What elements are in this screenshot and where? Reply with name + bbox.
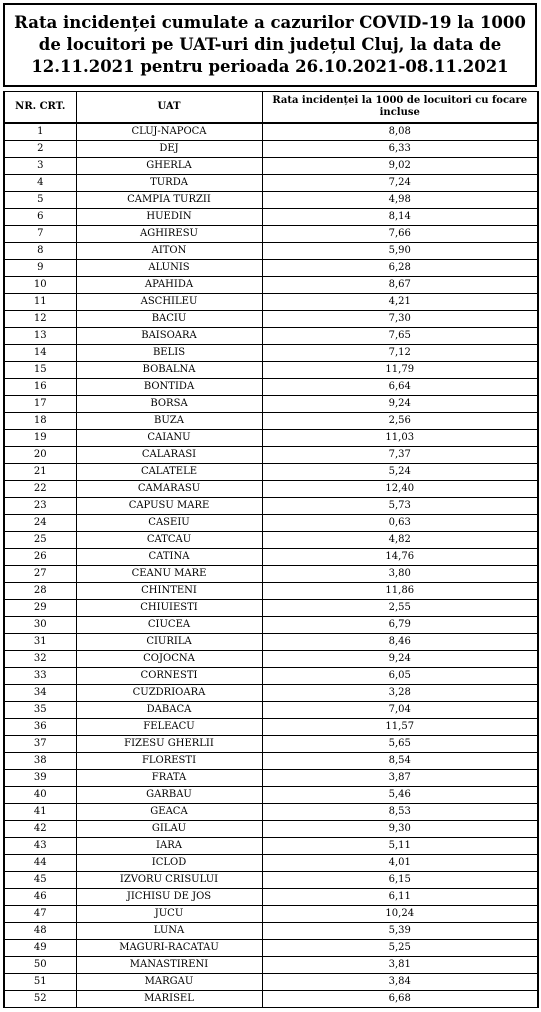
cell-nr: 40 (4, 787, 76, 804)
cell-rate: 2,55 (262, 600, 538, 617)
cell-rate: 8,54 (262, 753, 538, 770)
cell-nr: 6 (4, 209, 76, 226)
cell-rate: 3,84 (262, 974, 538, 991)
cell-nr: 5 (4, 192, 76, 209)
cell-rate: 3,87 (262, 770, 538, 787)
cell-nr: 20 (4, 447, 76, 464)
table-row (4, 651, 538, 668)
cell-nr: 49 (4, 940, 76, 957)
cell-nr: 52 (4, 991, 76, 1008)
cell-uat: CUZDRIOARA (76, 685, 262, 702)
table-row (4, 974, 538, 991)
table-row (4, 345, 538, 362)
title-box (3, 3, 537, 87)
cell-nr: 28 (4, 583, 76, 600)
cell-uat: IZVORU CRISULUI (76, 872, 262, 889)
table-row (4, 192, 538, 209)
table-row (4, 515, 538, 532)
cell-rate: 2,56 (262, 413, 538, 430)
table-row (4, 464, 538, 481)
cell-rate: 4,82 (262, 532, 538, 549)
cell-uat: DEJ (76, 141, 262, 158)
cell-nr: 36 (4, 719, 76, 736)
table-row (4, 243, 538, 260)
cell-rate: 3,28 (262, 685, 538, 702)
table-row (4, 600, 538, 617)
table-row (4, 413, 538, 430)
cell-nr: 1 (4, 123, 76, 141)
cell-rate: 5,46 (262, 787, 538, 804)
table-row (4, 311, 538, 328)
table-row (4, 566, 538, 583)
cell-rate: 0,63 (262, 515, 538, 532)
cell-uat: ALUNIS (76, 260, 262, 277)
cell-rate: 4,98 (262, 192, 538, 209)
cell-rate: 7,65 (262, 328, 538, 345)
cell-nr: 34 (4, 685, 76, 702)
cell-nr: 15 (4, 362, 76, 379)
cell-nr: 45 (4, 872, 76, 889)
cell-nr: 16 (4, 379, 76, 396)
cell-rate: 7,12 (262, 345, 538, 362)
cell-rate: 7,66 (262, 226, 538, 243)
cell-uat: CAIANU (76, 430, 262, 447)
table-header-row (4, 92, 538, 124)
cell-uat: DABACA (76, 702, 262, 719)
cell-rate: 14,76 (262, 549, 538, 566)
table-row (4, 634, 538, 651)
cell-nr: 51 (4, 974, 76, 991)
cell-uat: LUNA (76, 923, 262, 940)
table-row (4, 549, 538, 566)
column-header-nr: NR. CRT. (4, 92, 76, 124)
table-row (4, 787, 538, 804)
table-row (4, 889, 538, 906)
table-row (4, 226, 538, 243)
cell-uat: TURDA (76, 175, 262, 192)
cell-uat: GHERLA (76, 158, 262, 175)
table-row (4, 209, 538, 226)
cell-uat: APAHIDA (76, 277, 262, 294)
cell-uat: CLUJ-NAPOCA (76, 123, 262, 141)
cell-nr: 27 (4, 566, 76, 583)
table-row (4, 396, 538, 413)
cell-nr: 48 (4, 923, 76, 940)
cell-uat: CHINTENI (76, 583, 262, 600)
cell-uat: BORSA (76, 396, 262, 413)
cell-rate: 9,02 (262, 158, 538, 175)
column-header-uat: UAT (76, 92, 262, 124)
table-row (4, 583, 538, 600)
table-row (4, 175, 538, 192)
cell-nr: 46 (4, 889, 76, 906)
table-row (4, 957, 538, 974)
table-row (4, 447, 538, 464)
cell-rate: 4,01 (262, 855, 538, 872)
table-row (4, 838, 538, 855)
table-row (4, 123, 538, 141)
cell-nr: 26 (4, 549, 76, 566)
table-row (4, 481, 538, 498)
table-row (4, 821, 538, 838)
page-title: Rata incidenței cumulate a cazurilor COVID-19 la 1000 de locuitori pe UAT-uri din județul Cluj, la data de 12.11.2021 pentru perioada 26.10.2021-08.11.2021 (14, 13, 526, 76)
cell-uat: CAPUSU MARE (76, 498, 262, 515)
incidence-table (3, 91, 539, 1008)
cell-nr: 4 (4, 175, 76, 192)
table-row (4, 685, 538, 702)
cell-uat: JUCU (76, 906, 262, 923)
cell-rate: 5,65 (262, 736, 538, 753)
cell-nr: 18 (4, 413, 76, 430)
cell-rate: 6,33 (262, 141, 538, 158)
cell-uat: CALARASI (76, 447, 262, 464)
table-row (4, 277, 538, 294)
table-body (4, 123, 538, 1008)
table-row (4, 872, 538, 889)
cell-uat: COJOCNA (76, 651, 262, 668)
cell-nr: 12 (4, 311, 76, 328)
table-row (4, 855, 538, 872)
cell-nr: 14 (4, 345, 76, 362)
cell-rate: 7,37 (262, 447, 538, 464)
cell-rate: 9,24 (262, 651, 538, 668)
cell-rate: 6,15 (262, 872, 538, 889)
cell-rate: 8,14 (262, 209, 538, 226)
table-row (4, 736, 538, 753)
cell-uat: CATINA (76, 549, 262, 566)
cell-nr: 32 (4, 651, 76, 668)
cell-nr: 44 (4, 855, 76, 872)
table-row (4, 906, 538, 923)
cell-uat: CHIUIESTI (76, 600, 262, 617)
cell-uat: CASEIU (76, 515, 262, 532)
cell-nr: 41 (4, 804, 76, 821)
cell-rate: 11,86 (262, 583, 538, 600)
cell-nr: 35 (4, 702, 76, 719)
cell-uat: MAGURI-RACATAU (76, 940, 262, 957)
table-row (4, 940, 538, 957)
cell-nr: 2 (4, 141, 76, 158)
cell-rate: 6,05 (262, 668, 538, 685)
cell-rate: 3,80 (262, 566, 538, 583)
cell-rate: 9,24 (262, 396, 538, 413)
table-row (4, 617, 538, 634)
cell-uat: BONTIDA (76, 379, 262, 396)
cell-uat: GILAU (76, 821, 262, 838)
cell-nr: 25 (4, 532, 76, 549)
cell-nr: 37 (4, 736, 76, 753)
cell-nr: 43 (4, 838, 76, 855)
cell-nr: 11 (4, 294, 76, 311)
cell-rate: 6,11 (262, 889, 538, 906)
cell-uat: CALATELE (76, 464, 262, 481)
cell-nr: 9 (4, 260, 76, 277)
cell-uat: FLORESTI (76, 753, 262, 770)
cell-uat: FRATA (76, 770, 262, 787)
cell-uat: GEACA (76, 804, 262, 821)
cell-uat: BAISOARA (76, 328, 262, 345)
cell-rate: 10,24 (262, 906, 538, 923)
cell-uat: CIURILA (76, 634, 262, 651)
cell-rate: 8,53 (262, 804, 538, 821)
cell-rate: 8,67 (262, 277, 538, 294)
cell-rate: 9,30 (262, 821, 538, 838)
cell-rate: 6,68 (262, 991, 538, 1008)
cell-nr: 3 (4, 158, 76, 175)
cell-uat: HUEDIN (76, 209, 262, 226)
table-row (4, 719, 538, 736)
table-row (4, 362, 538, 379)
cell-nr: 17 (4, 396, 76, 413)
table-row (4, 804, 538, 821)
table-row (4, 923, 538, 940)
table-row (4, 260, 538, 277)
cell-rate: 5,39 (262, 923, 538, 940)
cell-rate: 5,73 (262, 498, 538, 515)
table-row (4, 328, 538, 345)
cell-rate: 6,79 (262, 617, 538, 634)
cell-rate: 4,21 (262, 294, 538, 311)
table-row (4, 498, 538, 515)
cell-uat: GARBAU (76, 787, 262, 804)
cell-nr: 31 (4, 634, 76, 651)
cell-uat: BELIS (76, 345, 262, 362)
cell-uat: ASCHILEU (76, 294, 262, 311)
cell-rate: 7,04 (262, 702, 538, 719)
cell-rate: 5,90 (262, 243, 538, 260)
cell-rate: 8,08 (262, 123, 538, 141)
cell-uat: AITON (76, 243, 262, 260)
table-row (4, 702, 538, 719)
cell-rate: 6,64 (262, 379, 538, 396)
cell-uat: CORNESTI (76, 668, 262, 685)
cell-uat: MARISEL (76, 991, 262, 1008)
cell-uat: IARA (76, 838, 262, 855)
cell-nr: 38 (4, 753, 76, 770)
cell-nr: 47 (4, 906, 76, 923)
cell-uat: CATCAU (76, 532, 262, 549)
cell-rate: 11,03 (262, 430, 538, 447)
cell-nr: 19 (4, 430, 76, 447)
table-row (4, 991, 538, 1008)
cell-rate: 7,24 (262, 175, 538, 192)
table-row (4, 430, 538, 447)
cell-rate: 12,40 (262, 481, 538, 498)
cell-rate: 3,81 (262, 957, 538, 974)
cell-nr: 10 (4, 277, 76, 294)
table-row (4, 770, 538, 787)
cell-rate: 11,79 (262, 362, 538, 379)
table-row (4, 294, 538, 311)
cell-uat: CAMPIA TURZII (76, 192, 262, 209)
cell-nr: 50 (4, 957, 76, 974)
cell-nr: 22 (4, 481, 76, 498)
cell-rate: 5,24 (262, 464, 538, 481)
cell-rate: 5,11 (262, 838, 538, 855)
cell-uat: FELEACU (76, 719, 262, 736)
cell-rate: 7,30 (262, 311, 538, 328)
cell-nr: 33 (4, 668, 76, 685)
column-header-rate: Rata incidenței la 1000 de locuitori cu focare incluse (262, 92, 538, 124)
cell-nr: 8 (4, 243, 76, 260)
table-row (4, 379, 538, 396)
document-sheet (3, 3, 537, 1008)
cell-rate: 5,25 (262, 940, 538, 957)
cell-uat: AGHIRESU (76, 226, 262, 243)
table-row (4, 158, 538, 175)
cell-uat: BACIU (76, 311, 262, 328)
table-row (4, 141, 538, 158)
cell-nr: 30 (4, 617, 76, 634)
table-row (4, 532, 538, 549)
cell-rate: 6,28 (262, 260, 538, 277)
cell-uat: MARGAU (76, 974, 262, 991)
cell-uat: ICLOD (76, 855, 262, 872)
cell-uat: CEANU MARE (76, 566, 262, 583)
cell-nr: 39 (4, 770, 76, 787)
cell-uat: MANASTIRENI (76, 957, 262, 974)
cell-nr: 21 (4, 464, 76, 481)
cell-nr: 24 (4, 515, 76, 532)
cell-nr: 23 (4, 498, 76, 515)
cell-rate: 11,57 (262, 719, 538, 736)
table-row (4, 668, 538, 685)
cell-uat: JICHISU DE JOS (76, 889, 262, 906)
cell-nr: 7 (4, 226, 76, 243)
cell-nr: 29 (4, 600, 76, 617)
cell-uat: FIZESU GHERLII (76, 736, 262, 753)
cell-nr: 42 (4, 821, 76, 838)
cell-uat: CIUCEA (76, 617, 262, 634)
cell-uat: BOBALNA (76, 362, 262, 379)
cell-uat: CAMARASU (76, 481, 262, 498)
cell-uat: BUZA (76, 413, 262, 430)
table-row (4, 753, 538, 770)
cell-rate: 8,46 (262, 634, 538, 651)
cell-nr: 13 (4, 328, 76, 345)
